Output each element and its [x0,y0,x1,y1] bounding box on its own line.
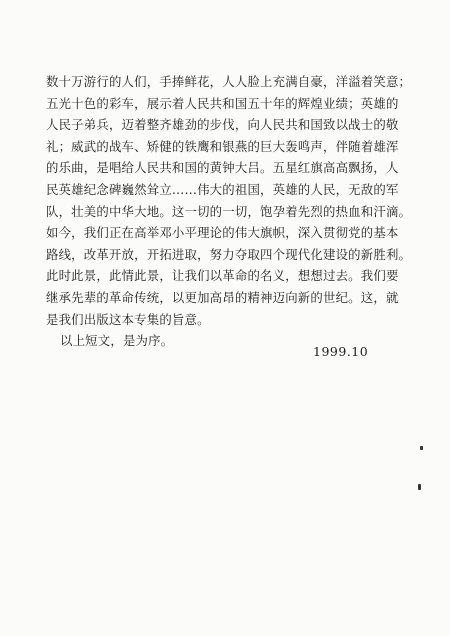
scan-speck-1 [420,446,423,450]
text-line-3: 人民子弟兵，迈着整齐雄劲的步伐，向人民共和国致以战士的敬 [46,117,399,133]
text-line-6: 民英雄纪念碑巍然耸立……伟大的祖国，英雄的人民，无敌的军 [46,181,399,197]
preface-body [46,71,412,352]
text-line-12: 是我们出版这本专集的旨意。 [46,311,210,327]
text-line-11: 继承先辈的革命传统，以更加高昂的精神迈向新的世纪。这，就 [46,289,399,305]
preface-date: 1999.10 [313,344,369,359]
text-line-1: 数十万游行的人们，手捧鲜花，人人脸上充满自豪，洋溢着笑意； [46,74,412,89]
text-line-9: 路线，改革开放，开拓进取，努力夺取四个现代化建设的新胜利。 [46,246,412,262]
text-line-8: 如今，我们正在高举邓小平理论的伟大旗帜，深入贯彻党的基本 [46,225,399,241]
text-line-4: 礼；威武的战车、矫健的铁鹰和银燕的巨大轰鸣声，伴随着雄浑 [46,138,399,154]
text-line-7: 队，壮美的中华大地。这一切的一切，饱孕着先烈的热血和汗滴。 [46,203,412,219]
text-line-10: 此时此景，此情此景，让我们以革命的名义，想想过去。我们要 [46,268,399,284]
scan-speck-2 [418,484,421,490]
closing-line: 以上短文，是为序。 [60,333,174,349]
text-line-5: 的乐曲，是唱给人民共和国的黄钟大吕。五星红旗高高飘扬，人 [46,160,399,176]
text-line-2: 五光十色的彩车，展示着人民共和国五十年的辉煌业绩；英雄的 [46,95,399,111]
